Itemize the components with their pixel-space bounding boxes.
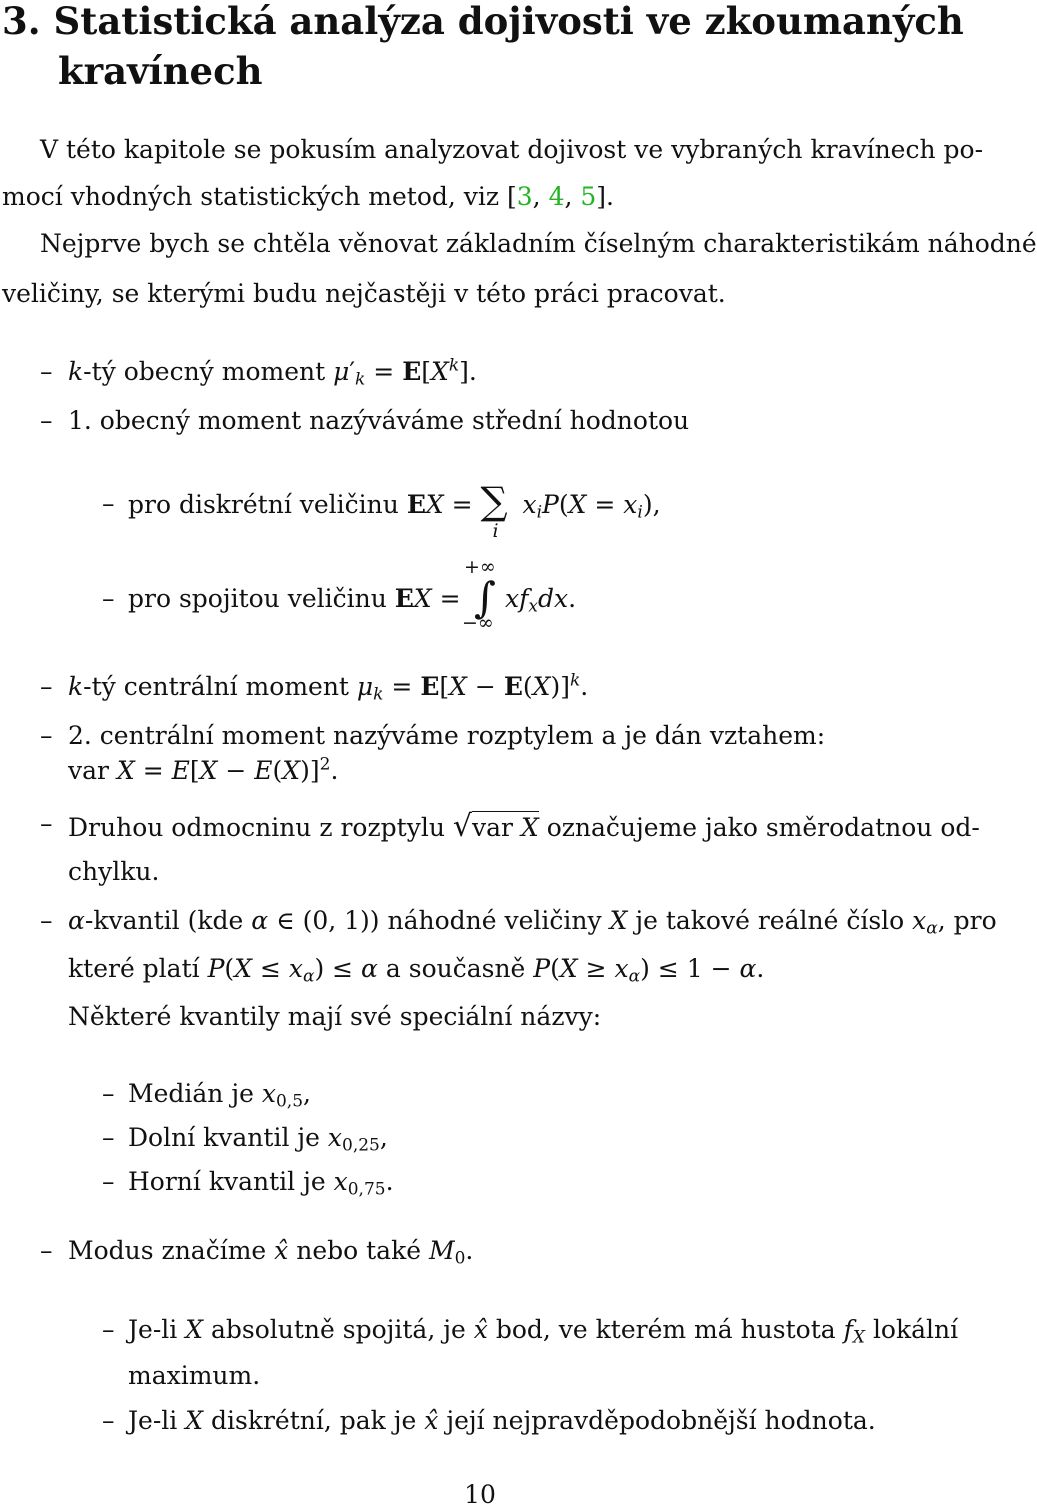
dash-bullet: –: [40, 721, 53, 750]
expectation-operator: E: [420, 672, 440, 701]
dash-bullet: –: [102, 584, 115, 613]
math-X: X: [413, 584, 432, 613]
integral-lower-limit: −∞: [462, 612, 494, 634]
end: .: [580, 672, 589, 701]
math-X: X: [520, 813, 539, 842]
le: ≤: [649, 954, 687, 983]
end: ,: [303, 1079, 311, 1108]
le: ≤: [252, 954, 289, 983]
page-number: 10: [464, 1480, 496, 1509]
text: mocí vhodných statistických metod, viz [: [2, 182, 517, 211]
variance-intro: 2. centrální moment nazýváme rozptylem a je dán vztahem:: [68, 721, 826, 750]
math-X: X: [234, 954, 252, 983]
variance-formula: [68, 754, 339, 786]
math-P: P: [542, 490, 559, 519]
math-X: X: [185, 1406, 204, 1435]
math-x: x: [288, 954, 303, 983]
math-M: M: [428, 1236, 455, 1265]
math-alpha: α: [739, 954, 757, 983]
minus: −: [466, 672, 504, 701]
math-alpha: α: [251, 906, 269, 935]
math-sub: α: [302, 966, 315, 987]
mode-continuous-line-2: maximum.: [128, 1361, 261, 1390]
paren: (: [522, 672, 533, 701]
math-sup: k: [448, 355, 460, 376]
math-X: X: [431, 357, 449, 386]
math-X: X: [116, 756, 135, 785]
math-f: f: [843, 1315, 853, 1344]
text: , pro: [937, 906, 997, 935]
paren: )]: [300, 756, 320, 785]
math-k: k: [68, 357, 84, 386]
text: -tý centrální moment: [83, 672, 349, 701]
math-P: P: [533, 954, 551, 983]
math-E: E: [254, 756, 273, 785]
math-x: x: [912, 906, 927, 935]
text: pro spojitou veličinu: [128, 584, 387, 613]
expectation-operator: E: [406, 490, 426, 519]
text: a současně: [377, 954, 534, 983]
dash-bullet: –: [40, 406, 53, 435]
math-sup: k: [569, 670, 581, 691]
median-item: [128, 1079, 311, 1112]
paren: (: [272, 756, 283, 785]
mode-definition: [68, 1236, 474, 1269]
text: ].: [596, 182, 614, 211]
math-sub: 0,75: [347, 1179, 386, 1200]
text: lokální: [872, 1315, 959, 1344]
dash-bullet: –: [40, 672, 53, 701]
bracket: [: [439, 672, 450, 701]
text: -kvantil (kde: [84, 906, 244, 935]
integrand: [505, 584, 577, 617]
std-dev-line-2: chylku.: [68, 857, 160, 886]
dash-bullet: –: [102, 489, 115, 518]
discrete-expectation: [128, 479, 661, 542]
math-X: X: [609, 906, 628, 935]
text: -tý obecný moment: [83, 357, 326, 386]
math-xhat: x̂: [274, 1236, 289, 1265]
eq: =: [383, 672, 421, 701]
quantile-line-2: [68, 954, 765, 987]
expectation-operator: E: [394, 584, 414, 613]
sep: ,: [532, 182, 549, 211]
dash-bullet: –: [102, 1167, 115, 1196]
math-P: P: [207, 954, 225, 983]
sum-sign: ∑: [480, 479, 508, 523]
quantile-line-1: [68, 906, 997, 939]
text: Modus značíme: [68, 1236, 267, 1265]
end: .: [385, 1167, 394, 1196]
math-X: X: [559, 954, 578, 983]
math-x: x: [522, 490, 537, 519]
paren: (: [558, 490, 569, 519]
end: .: [756, 954, 765, 983]
first-moment-text: 1. obecný moment nazýváváme střední hodnotou: [68, 406, 690, 435]
end: ].: [459, 357, 477, 386]
math-f: f: [519, 584, 529, 613]
dash-bullet: –: [40, 357, 53, 386]
math-x: x: [261, 1079, 276, 1108]
math-X: X: [282, 756, 301, 785]
continuous-expectation: [128, 585, 461, 614]
sep: ,: [564, 182, 581, 211]
integral-upper-limit: +∞: [464, 556, 496, 578]
sqrt-symbol: √: [452, 809, 472, 844]
eq: =: [431, 584, 461, 613]
bracket: [: [421, 357, 432, 386]
dash-bullet: –: [102, 1079, 115, 1108]
minus: −: [702, 954, 740, 983]
var-operator: var: [68, 756, 109, 785]
math-xhat: x̂: [473, 1315, 488, 1344]
eq: =: [586, 490, 624, 519]
std-dev-line-1: [68, 810, 980, 845]
math-mu: μ: [333, 357, 350, 386]
intro-paragraph-1-line-2: [2, 183, 614, 212]
expectation-operator: E: [402, 357, 422, 386]
prime: ′: [349, 357, 356, 386]
math-sub: k: [355, 369, 366, 390]
var-operator: var: [472, 813, 513, 842]
dash-bullet: –: [40, 906, 53, 935]
text: Je-li: [128, 1315, 178, 1344]
math-sub: 0,5: [275, 1091, 304, 1112]
mode-continuous-line-1: [128, 1315, 959, 1348]
math-sub: i: [536, 502, 543, 523]
minus: −: [217, 756, 255, 785]
math-x: x: [327, 1123, 343, 1152]
eq: =: [443, 490, 481, 519]
text: Je-li: [128, 1406, 178, 1435]
dash-bullet: –: [102, 1315, 115, 1344]
text: pro diskrétní veličinu: [128, 490, 399, 519]
intro-paragraph-2-line-2: veličiny, se kterými budu nejčastěji v této práci pracovat.: [2, 279, 726, 308]
math-X: X: [449, 672, 467, 701]
in: ∈: [268, 906, 303, 935]
math-sub: i: [637, 502, 643, 523]
math-sub: 0: [454, 1248, 466, 1269]
section-title-line-2: kravínech: [58, 49, 263, 93]
math-sub: α: [628, 966, 641, 987]
math-sub: 0,25: [342, 1135, 380, 1156]
text: absolutně spojitá, je: [210, 1315, 466, 1344]
math-mu: μ: [356, 672, 374, 701]
math-E: E: [171, 756, 190, 785]
sqrt-radicand: [472, 811, 539, 842]
paren: ): [640, 954, 650, 983]
expectation-operator: E: [503, 672, 523, 701]
math-sub: k: [373, 684, 384, 705]
math-xhat: x̂: [424, 1406, 439, 1435]
text: je takové reálné číslo: [635, 906, 905, 935]
sum-index: i: [492, 520, 499, 542]
central-moment-definition: [68, 670, 589, 705]
end: ),: [642, 490, 661, 519]
math-X: X: [532, 672, 551, 701]
interval: (0, 1): [302, 906, 370, 935]
math-X: X: [425, 490, 444, 519]
text: Dolní kvantil je: [128, 1123, 320, 1152]
math-X: X: [199, 756, 218, 785]
math-d: d: [537, 584, 554, 613]
dash-bullet: –: [40, 809, 53, 838]
math-sub: α: [926, 918, 938, 939]
le: ≤: [324, 954, 362, 983]
upper-quartile-item: [128, 1167, 394, 1200]
text: Horní kvantil je: [128, 1167, 326, 1196]
math-x: x: [553, 584, 569, 613]
math-X: X: [568, 490, 587, 519]
math-sup: 2: [319, 754, 331, 775]
intro-paragraph-1-line-1: V této kapitole se pokusím analyzovat dojivost ve vybraných kravínech po-: [40, 135, 984, 164]
text: Druhou odmocninu z rozptylu: [68, 813, 445, 842]
quantile-names-intro: Některé kvantily mají své speciální názvy:: [68, 1002, 602, 1031]
eq: =: [365, 357, 403, 386]
math-sub: X: [852, 1327, 865, 1348]
paren: )]: [550, 672, 570, 701]
text: bod, ve kterém má hustota: [495, 1315, 836, 1344]
math-x: x: [505, 584, 520, 613]
math-x: x: [623, 490, 638, 519]
math-k: k: [68, 672, 84, 701]
citation-link-3[interactable]: 3: [516, 182, 533, 211]
text: Medián je: [128, 1079, 254, 1108]
paren: (: [550, 954, 560, 983]
end: .: [568, 584, 577, 613]
end: ,: [379, 1123, 388, 1152]
text: označujeme jako směrodatnou od-: [546, 813, 980, 842]
paren: (: [224, 954, 235, 983]
lower-quartile-item: [128, 1123, 388, 1156]
citation-link-5[interactable]: 5: [580, 182, 597, 211]
math-X: X: [185, 1315, 204, 1344]
one: 1: [686, 954, 703, 983]
paren: ): [314, 954, 325, 983]
text: ) náhodné veličiny: [369, 906, 602, 935]
mode-discrete: [128, 1407, 876, 1436]
math-x: x: [614, 954, 629, 983]
math-sub: x: [528, 596, 538, 617]
math-alpha: α: [361, 954, 378, 983]
dash-bullet: –: [102, 1406, 115, 1435]
ge: ≥: [577, 954, 615, 983]
dash-bullet: –: [102, 1123, 115, 1152]
bracket: [: [189, 756, 200, 785]
end: .: [465, 1236, 474, 1265]
section-title-line-1: 3. Statistická analýza dojivosti ve zkoumaných: [2, 0, 964, 43]
citation-link-4[interactable]: 4: [548, 182, 565, 211]
end: .: [330, 756, 339, 785]
raw-moment-definition: [68, 355, 477, 390]
math-alpha: α: [68, 906, 85, 935]
text: diskrétní, pak je: [210, 1406, 417, 1435]
eq: =: [134, 756, 172, 785]
dash-bullet: –: [40, 1236, 53, 1265]
intro-paragraph-2-line-1: Nejprve bych se chtěla věnovat základním číselným charakteristikám náhodné: [40, 229, 1037, 258]
math-x: x: [333, 1167, 348, 1196]
sum-symbol: [480, 479, 515, 542]
text: nebo také: [296, 1236, 422, 1265]
text: které platí: [68, 954, 200, 983]
integral-symbol: ∫: [474, 573, 496, 622]
text: její nejpravděpodobnější hodnota.: [446, 1406, 876, 1435]
